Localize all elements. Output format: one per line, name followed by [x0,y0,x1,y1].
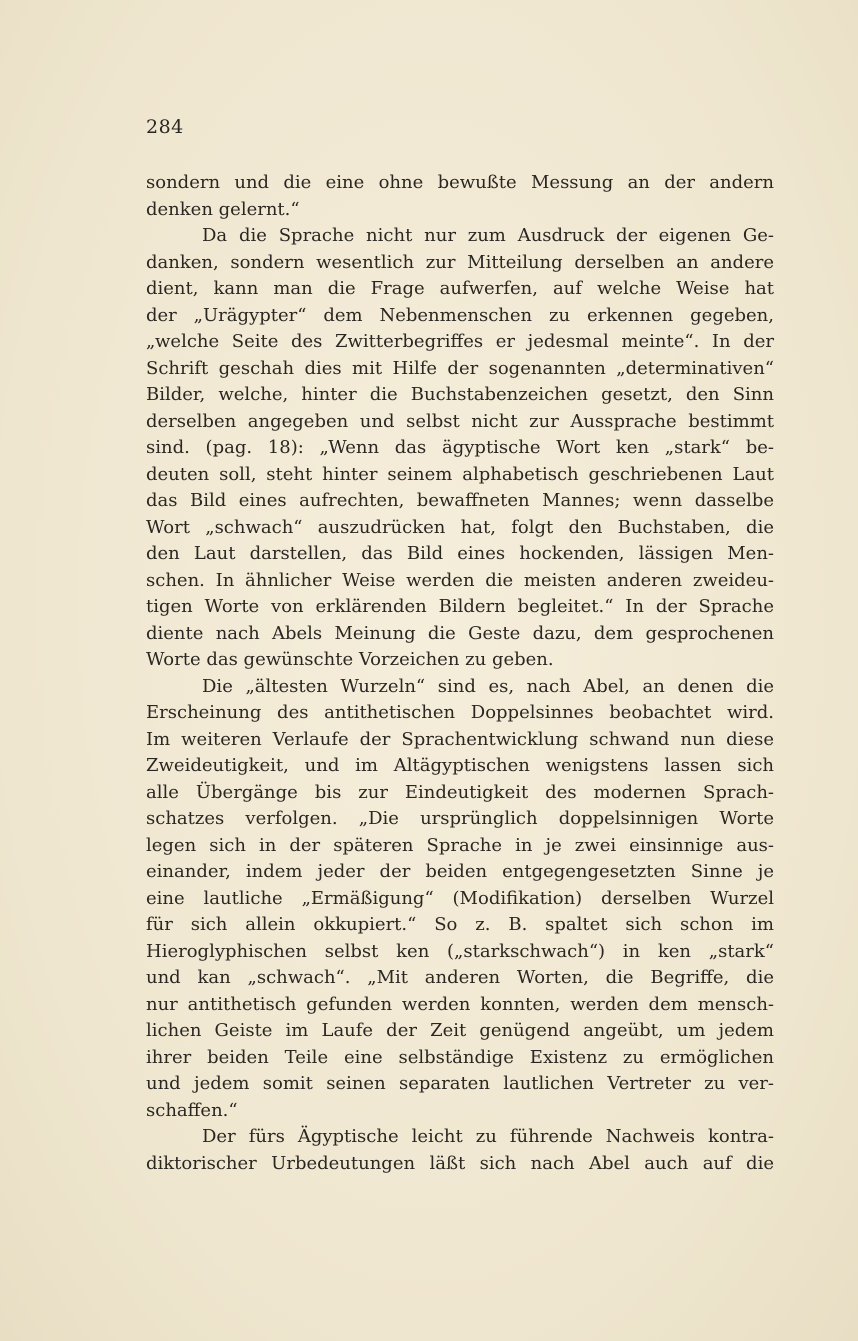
text-line: alle Übergänge bis zur Eindeutigkeit des modernen Sprach- [146,781,774,803]
text-line: tigen Worte von erklärenden Bildern begleitet.“ In der Sprache [146,596,774,617]
text-line: für sich allein okkupiert.“ So z. B. spaltet sich schon im [146,914,774,935]
text-line: schatzes verfolgen. „Die ursprünglich doppelsinnigen Worte [146,808,774,829]
text-line: Erscheinung des antithetischen Doppelsinnes beobachtet wird. [146,702,774,723]
text-line: Der fürs Ägyptische leicht zu führende Nachweis kontra- [202,1126,774,1147]
text-line: sind. (pag. 18): „Wenn das ägyptische Wort ken „stark“ be- [146,437,774,458]
text-line: eine lautliche „Ermäßigung“ (Modifikation) derselben Wurzel [146,887,774,909]
text-line: und kan „schwach“. „Mit anderen Worten, die Begriffe, die [146,967,774,988]
text-line: Bilder, welche, hinter die Buchstabenzeichen gesetzt, den Sinn [146,384,774,405]
text-line: Wort „schwach“ auszudrücken hat, folgt den Buchstaben, die [146,516,774,538]
text-line: deuten soll, steht hinter seinem alphabetisch geschriebenen Laut [146,463,774,485]
page-number: 284 [146,116,184,138]
text-line: Zweideutigkeit, und im Altägyptischen wenigstens lassen sich [146,755,774,776]
text-line: sondern und die eine ohne bewußte Messung an der andern [146,172,774,193]
text-line: denken gelernt.“ [146,198,300,220]
text-line: Die „ältesten Wurzeln“ sind es, nach Abel, an denen die [202,675,774,697]
text-line: einander, indem jeder der beiden entgegengesetzten Sinne je [146,861,774,882]
text-line: legen sich in der späteren Sprache in je zwei einsinnige aus- [146,834,774,856]
text-line: schaffen.“ [146,1099,238,1121]
text-line: der „Urägypter“ dem Nebenmenschen zu erkennen gegeben, [146,304,774,326]
text-line: diktorischer Urbedeutungen läßt sich nach Abel auch auf die [146,1152,774,1174]
text-line: lichen Geiste im Laufe der Zeit genügend angeübt, um jedem [146,1020,774,1041]
text-line: Hieroglyphischen selbst ken („starkschwach“) in ken „stark“ [146,940,774,962]
text-line: schen. In ähnlicher Weise werden die meisten anderen zweideu- [146,569,774,591]
text-line: diente nach Abels Meinung die Geste dazu, dem gesprochenen [146,622,774,644]
text-line: derselben angegeben und selbst nicht zur Aussprache bestimmt [146,410,774,432]
text-line: nur antithetisch gefunden werden konnten, werden dem mensch- [146,993,774,1015]
text-line: Da die Sprache nicht nur zum Ausdruck der eigenen Ge- [202,225,774,246]
text-line: dient, kann man die Frage aufwerfen, auf welche Weise hat [146,278,774,299]
body-text [146,170,774,1177]
text-line: „welche Seite des Zwitterbegriffes er jedesmal meinte“. In der [146,331,774,352]
text-line: danken, sondern wesentlich zur Mitteilung derselben an andere [146,251,774,273]
text-line: Schrift geschah dies mit Hilfe der sogenannten „determinativen“ [146,357,774,379]
text-line: und jedem somit seinen separaten lautlichen Vertreter zu ver- [146,1073,774,1094]
text-line: Worte das gewünschte Vorzeichen zu geben. [146,649,554,670]
text-line: das Bild eines aufrechten, bewaffneten Mannes; wenn dasselbe [146,490,774,511]
text-line: ihrer beiden Teile eine selbständige Existenz zu ermöglichen [146,1046,774,1068]
text-line: den Laut darstellen, das Bild eines hockenden, lässigen Men- [146,543,774,564]
text-line: Im weiteren Verlaufe der Sprachentwicklung schwand nun diese [146,728,774,750]
